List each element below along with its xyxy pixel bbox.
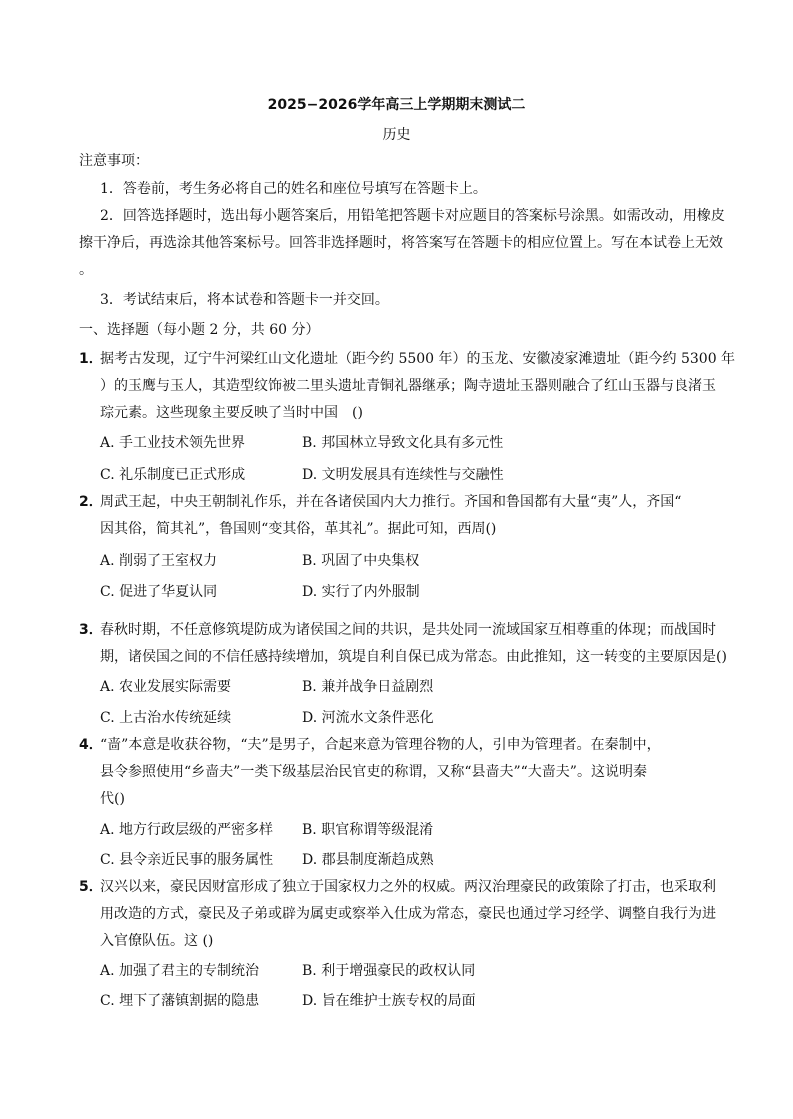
question-2-number: 2． (79, 494, 103, 510)
question-5-line-1: 汉兴以来，豪民因财富形成了独立于国家权力之外的权威。两汉治理豪民的政策除了打击，也采取利 (100, 879, 716, 895)
question-2-option-d: D. 实行了内外服制 (302, 584, 420, 600)
question-1-option-b: B. 邦国林立导致文化具有多元性 (302, 435, 504, 451)
question-4-option-d: D. 郡县制度渐趋成熟 (302, 852, 434, 868)
question-5-number: 5． (79, 879, 103, 895)
question-1-option-d: D. 文明发展具有连续性与交融性 (302, 467, 504, 483)
question-4-option-b: B. 职官称谓等级混淆 (302, 822, 434, 838)
section-heading: 一、选择题（每小题 2 分，共 60 分） (79, 322, 320, 338)
exam-subject: 历史 (382, 127, 411, 143)
notice-item-2-line-2: 擦干净后，再选涂其他答案标号。回答非选择题时，将答案写在答题卡的相应位置上。写在本试卷上无效 (79, 235, 723, 251)
question-5-line-3: 入官僚队伍。这 () (100, 933, 214, 949)
notice-heading: 注意事项： (79, 153, 149, 169)
question-2-option-a: A. 削弱了王室权力 (100, 553, 218, 569)
question-5-line-2: 用改造的方式，豪民及子弟或辟为属吏或察举入仕成为常态，豪民也通过学习经学、调整自我行为进 (100, 906, 716, 922)
notice-item-2-line-3: 。 (79, 262, 93, 278)
question-5-option-c: C. 埋下了藩镇割据的隐患 (100, 993, 260, 1009)
notice-item-1: 1．答卷前，考生务必将自己的姓名和座位号填写在答题卡上。 (100, 181, 487, 197)
question-4-option-a: A. 地方行政层级的严密多样 (100, 822, 274, 838)
question-5-option-d: D. 旨在维护士族专权的局面 (302, 993, 476, 1009)
question-2-option-b: B. 巩固了中央集权 (302, 553, 420, 569)
question-2-option-c: C. 促进了华夏认同 (100, 584, 218, 600)
question-1-option-a: A. 手工业技术领先世界 (100, 435, 246, 451)
question-5-option-b: B. 利于增强豪民的政权认同 (302, 963, 476, 979)
question-4-line-2: 县令参照使用“乡啬夫”一类下级基层治民官吏的称谓，又称“县啬夫”“大啬夫”。这说明秦 (100, 764, 647, 780)
notice-item-2-line-1: 2．回答选择题时，选出每小题答案后，用铅笔把答题卡对应题目的答案标号涂黑。如需改动，用橡皮 (100, 208, 725, 224)
question-1-number: 1． (79, 351, 103, 367)
question-3-option-a: A. 农业发展实际需要 (100, 679, 232, 695)
question-1-option-c: C. 礼乐制度已正式形成 (100, 467, 246, 483)
question-4-option-c: C. 县令亲近民事的服务属性 (100, 852, 274, 868)
question-2-line-1: 周武王起，中央王朝制礼作乐，并在各诸侯国内大力推行。齐国和鲁国都有大量“夷”人，齐国“ (100, 494, 682, 510)
question-4-number: 4． (79, 737, 103, 753)
question-4-line-1: “啬”本意是收获谷物，“夫”是男子，合起来意为管理谷物的人，引申为管理者。在秦制中， (100, 737, 661, 753)
notice-item-3: 3．考试结束后，将本试卷和答题卡一并交回。 (100, 292, 389, 308)
question-4-line-3: 代() (100, 791, 125, 807)
question-1-line-2: ）的玉鹰与玉人，其造型纹饰被二里头遗址青铜礼器继承；陶寺遗址玉器则融合了红山玉器与良渚玉 (100, 378, 716, 394)
question-3-number: 3． (79, 622, 103, 638)
question-3-line-1: 春秋时期，不任意修筑堤防成为诸侯国之间的共识，是共处同一流域国家互相尊重的体现；而战国时 (100, 622, 716, 638)
exam-title: 2025−2026学年高三上学期期末测试二 (267, 97, 526, 113)
question-3-option-d: D. 河流水文条件恶化 (302, 710, 434, 726)
question-5-option-a: A. 加强了君主的专制统治 (100, 963, 260, 979)
question-3-option-c: C. 上古治水传统延续 (100, 710, 232, 726)
question-2-line-2: 因其俗，简其礼”，鲁国则“变其俗，革其礼”。据此可知，西周() (100, 521, 497, 537)
question-3-line-2: 期，诸侯国之间的不信任感持续增加，筑堤自利自保已成为常态。由此推知，这一转变的主要原因是() (100, 649, 727, 665)
question-1-line-3: 琮元素。这些现象主要反映了当时中国 () (100, 405, 363, 421)
question-1-line-1: 据考古发现，辽宁牛河梁红山文化遗址（距今约 5500 年）的玉龙、安徽凌家滩遗址（距今约 5300 年 (100, 351, 736, 367)
question-3-option-b: B. 兼并战争日益剧烈 (302, 679, 434, 695)
